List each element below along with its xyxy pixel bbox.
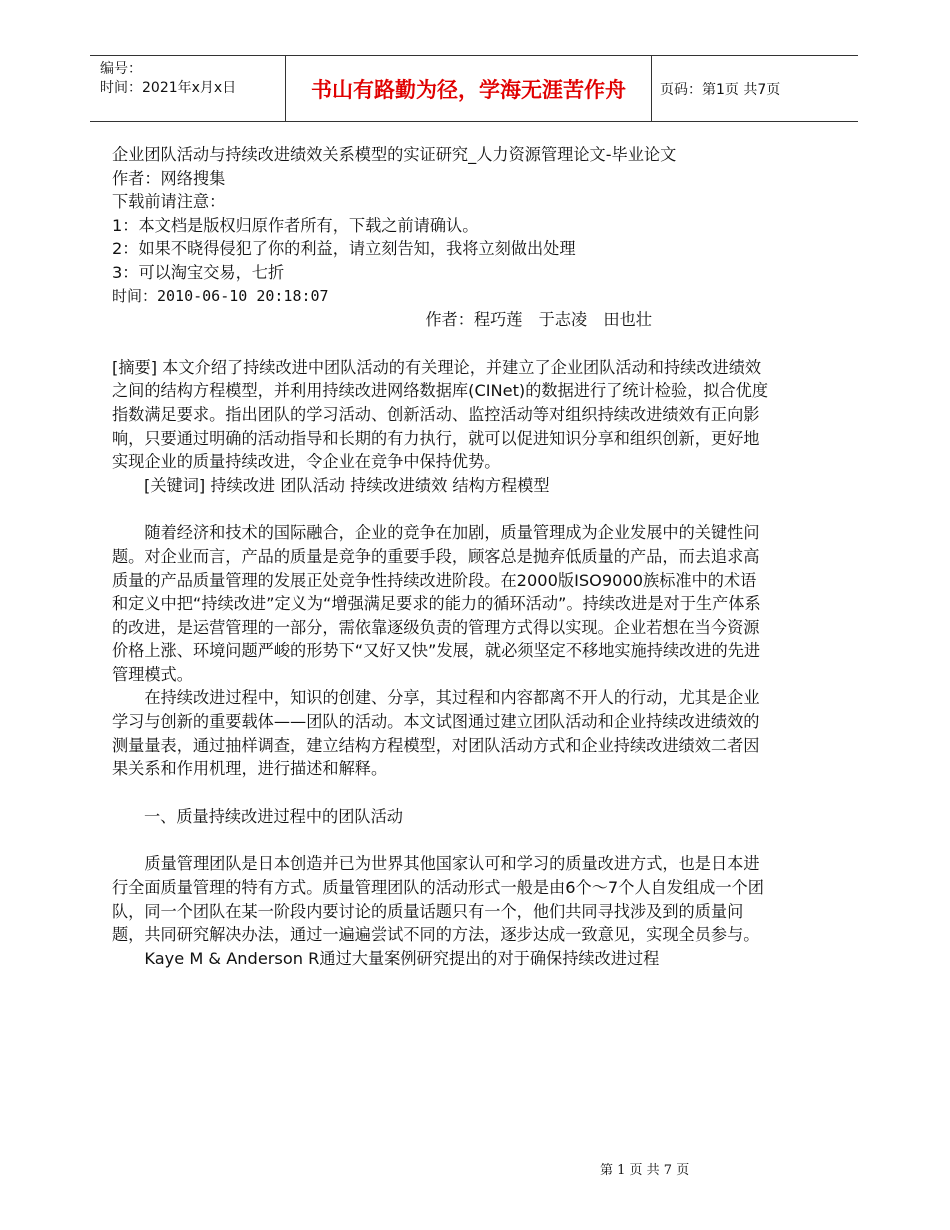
header-page-info: 页码：第1页 共7页 — [660, 81, 781, 98]
notice-item-1: 1：本文档是版权归原作者所有，下载之前请确认。 — [112, 215, 479, 235]
header-motto: 书山有路勤为径，学海无涯苦作舟 — [286, 56, 652, 121]
document-body — [112, 143, 772, 970]
paragraph-4: Kaye M & Anderson R通过大量案例研究提出的对于确保持续改进过程 — [144, 948, 660, 968]
keywords: [关键词] 持续改进 团队活动 持续改进绩效 结构方程模型 — [144, 475, 550, 495]
page-header — [90, 55, 858, 122]
article-authors: 作者：程巧莲 于志凌 田也壮 — [425, 310, 652, 330]
paragraph-1: 随着经济和技术的国际融合，企业的竞争在加剧，质量管理成为企业发展中的关键性问题。对企业而言，产品的质量是竞争的重要手段，顾客总是抛弃低质量的产品，而去追求高质量的产品质量管理的发展正处竞争性持续改进阶段。在2000版ISO9000族标准中的术语和定义中把“持续改进”定义为“增强满足要求的能力的循环活动”。持续改进是对于生产体系的改进，是运营管理的一部分，需依靠逐级负责的管理方式得以实现。企业若想在当今资源价格上涨、环境问题严峻的形势下“又好又快”发展，就必须坚定不移地实施持续改进的先进管理模式。 — [112, 523, 761, 684]
notice-title: 下载前请注意： — [112, 192, 226, 212]
paragraph-2: 在持续改进过程中，知识的创建、分享，其过程和内容都离不开人的行动，尤其是企业学习与创新的重要载体——团队的活动。本文试图通过建立团队活动和企业持续改进绩效的测量量表，通过抽样调查，建立结构方程模型，对团队活动方式和企业持续改进绩效二者因果关系和作用机理，进行描述和解释。 — [112, 688, 760, 779]
section-heading-1: 一、质量持续改进过程中的团队活动 — [144, 806, 403, 826]
document-title: 企业团队活动与持续改进绩效关系模型的实证研究_人力资源管理论文-毕业论文 — [112, 145, 677, 164]
document-time-label: 时间：2021年x月x日 — [100, 80, 237, 96]
document-number-label: 编号： — [100, 61, 142, 77]
notice-item-2: 2：如果不晓得侵犯了你的利益，请立刻告知，我将立刻做出处理 — [112, 239, 576, 259]
document-source: 作者：网络搜集 — [112, 168, 226, 188]
publish-time: 时间：2010-06-10 20:18:07 — [112, 286, 329, 305]
abstract: [摘要] 本文介绍了持续改进中团队活动的有关理论，并建立了企业团队活动和持续改进绩效之间的结构方程模型，并利用持续改进网络数据库(CINet)的数据进行了统计检验，拟合优度指数满足要求。指出团队的学习活动、创新活动、监控活动等对组织持续改进绩效有正向影响，只要通过明确的活动指导和长期的有力执行，就可以促进知识分享和组织创新，更好地实现企业的质量持续改进，令企业在竞争中保持优势。 — [112, 357, 769, 472]
notice-item-3: 3：可以淘宝交易，七折 — [112, 262, 285, 282]
page-footer: 第 1 页 共 7 页 — [600, 1163, 690, 1178]
header-meta — [90, 56, 286, 121]
paragraph-3: 质量管理团队是日本创造并已为世界其他国家认可和学习的质量改进方式，也是日本进行全面质量管理的特有方式。质量管理团队的活动形式一般是由6个～7个人自发组成一个团队，同一个团队在某一阶段内要讨论的质量话题只有一个，他们共同寻找涉及到的质量问题，共同研究解决办法，通过一遍遍尝试不同的方法，逐步达成一致意见，实现全员参与。 — [112, 854, 764, 945]
